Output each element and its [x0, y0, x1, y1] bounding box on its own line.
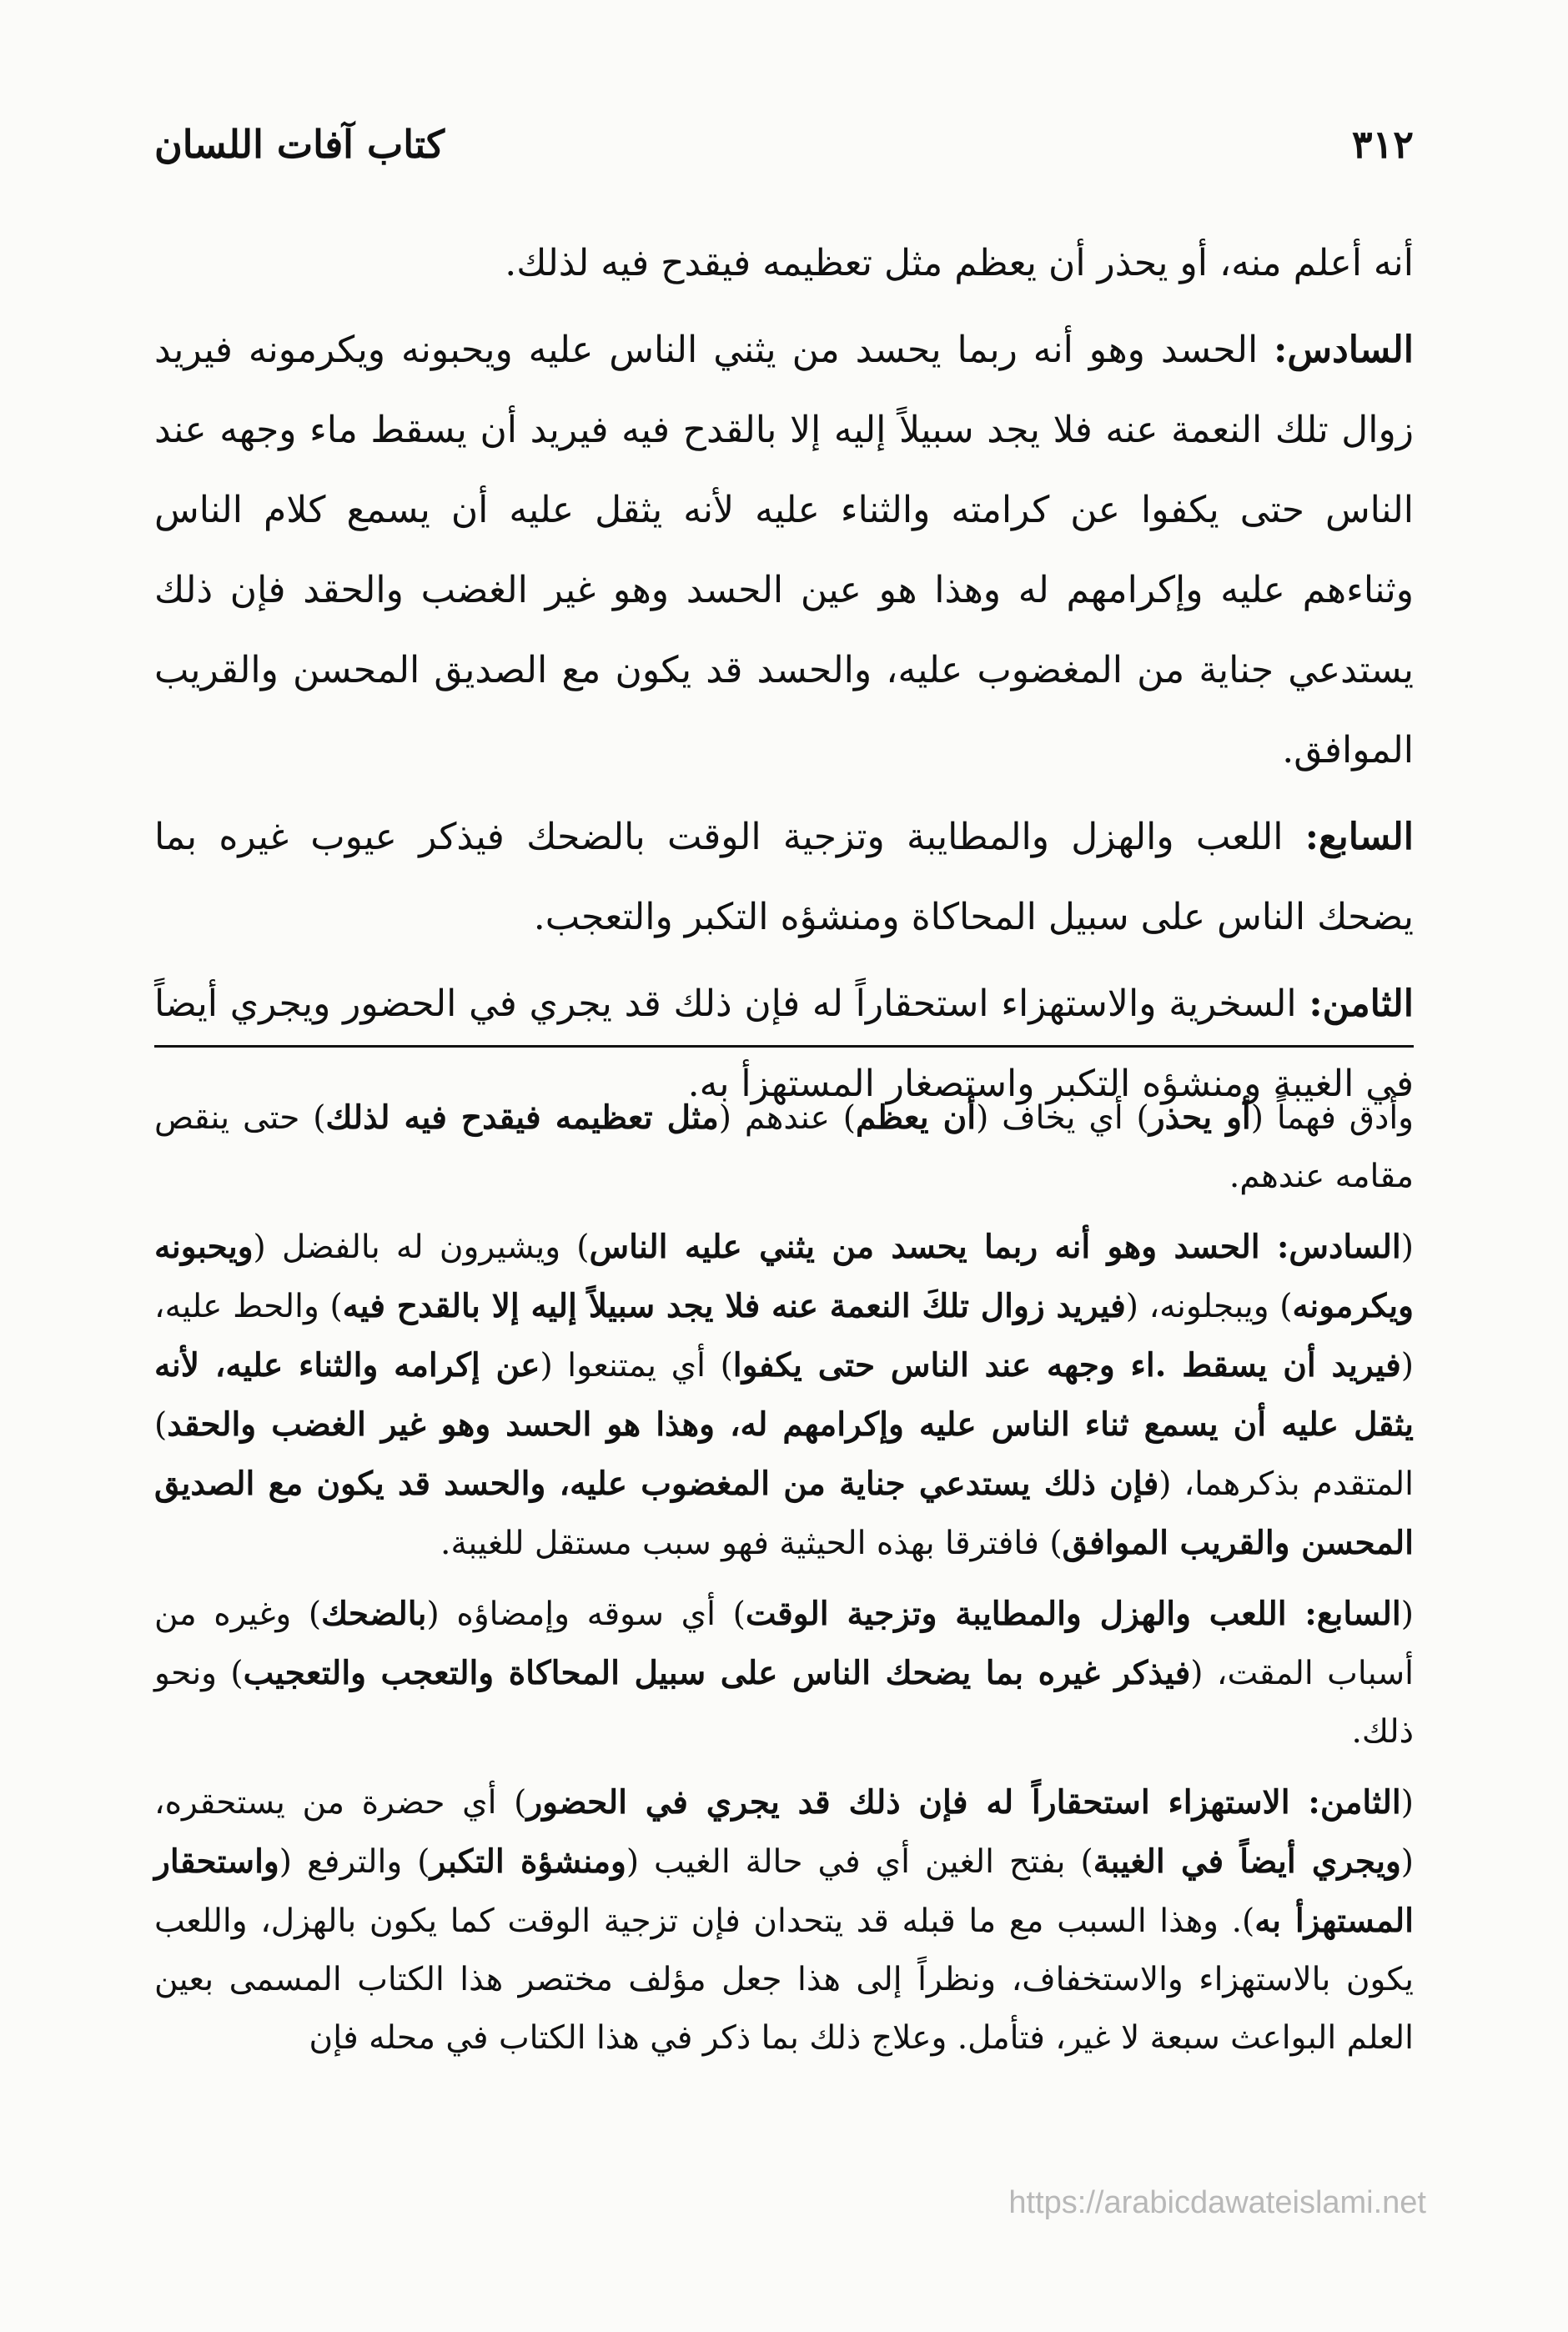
section-label-seventh: السابع:: [1304, 816, 1414, 858]
commentary-text: ) عندهم (: [718, 1099, 856, 1137]
commentary-paragraph-1: [154, 1088, 1414, 1206]
main-paragraph-3: [154, 797, 1414, 957]
commentary-text: ) حتى ينقص مقامه عندهم.: [154, 1099, 1414, 1195]
commentary-text: ) والحط عليه، (: [154, 1288, 1414, 1385]
section-label-eighth: الثامن:: [1309, 983, 1414, 1025]
quoted-text: ويحبونه ويكرمونه: [154, 1228, 1414, 1325]
quoted-text: واستحقار المستهزأ به: [154, 1842, 1414, 1940]
quoted-text: فيريد أن يسقط .اء وجهه عند الناس حتى يكفوا: [732, 1346, 1401, 1385]
commentary-text: ) فافترقا بهذه الحيثية فهو سبب مستقل للغيبة.: [440, 1525, 1063, 1562]
commentary-text: (: [1400, 1229, 1414, 1266]
paragraph-text: الحسد وهو أنه ربما يحسد من يثني الناس عليه ويحبونه ويكرمونه فيريد زوال تلك النعمة عنه فلا يجد سبيلاً إليه إلا بالقدح فيه فيريد أن يسقط ماء وجهه عند الناس حتى يكفوا عن كرامته والثناء عليه لأنه يثقل عليه أن يسمع كلام الناس وثناءهم عليه وإكرامهم له وهذا هو عين الحسد وهو غير الغضب والحقد فإن ذلك يستدعي جناية من المغضوب عليه، والحسد قد يكون مع الصديق المحسن والقريب الموافق.: [154, 329, 1414, 771]
commentary-text: ) المتقدم بذكرهما، (: [154, 1406, 1414, 1503]
quoted-text: فيذكر غيره بما يضحك الناس على سبيل المحاكاة والتعجب والتعجيب: [243, 1654, 1191, 1692]
main-paragraph-2: [154, 310, 1414, 791]
commentary-text: ) ويشيرون له بالفضل (: [253, 1229, 590, 1266]
commentary-text: ) أي حضرة من يستحقره، (: [154, 1784, 1414, 1881]
footnote-divider: [154, 1045, 1414, 1048]
commentary-text: ) وغيره من أسباب المقت، (: [154, 1596, 1415, 1692]
commentary-paragraph-2: [154, 1218, 1414, 1573]
commentary-paragraph-4: [154, 1773, 1414, 2068]
main-paragraph-1: أنه أعلم منه، أو يحذر أن يعظم مثل تعظيمه فيقدح فيه لذلك.: [505, 242, 1414, 284]
running-title: كتاب آفات اللسان: [154, 122, 445, 167]
quoted-text: بالضحك: [321, 1595, 427, 1633]
paragraph-text: السخرية والاستهزاء استحقاراً له فإن ذلك قد يجري في الحضور ويجري أيضاً في الغيبة ومنشؤه التكبر واستصغار المستهزأ به.: [154, 983, 1414, 1105]
commentary-text: ) أي سوقه وإمضاؤه (: [426, 1596, 746, 1633]
quoted-text: أو يحذر: [1148, 1098, 1251, 1137]
quoted-text: ومنشؤة التكبر: [430, 1842, 626, 1881]
watermark-url: https://arabicdawateislami.net: [1008, 2185, 1426, 2220]
commentary: [154, 1088, 1414, 2068]
commentary-text: (: [1400, 1596, 1414, 1633]
commentary-text: ) أي يخاف (: [976, 1099, 1149, 1137]
quoted-text: فيريد زوال تلكَ النعمة عنه فلا يجد سبيلاً إليه إلا بالقدح فيه: [342, 1287, 1126, 1325]
commentary-text: ) بفتح الغين أي في حالة الغيب (: [626, 1843, 1093, 1881]
quoted-text: الثامن: الاستهزاء استحقاراً له فإن ذلك قد يجري في الحضور: [526, 1783, 1401, 1822]
quoted-text: أن يعظم: [855, 1098, 977, 1137]
quoted-text: ويجري أيضاً في الغيبة: [1093, 1842, 1401, 1881]
commentary-text: ) ونحو ذلك.: [154, 1655, 1414, 1751]
commentary-text: ) أي يمتنعوا (: [540, 1347, 733, 1385]
page-header: [154, 115, 1414, 173]
quoted-text: مثل تعظيمه فيقدح فيه لذلك: [325, 1098, 719, 1137]
quoted-text: فإن ذلك يستدعي جناية من المغضوب عليه، والحسد قد يكون مع الصديق المحسن والقريب الموافق: [154, 1465, 1414, 1562]
quoted-text: عن إكرامه والثناء عليه، لأنه يثقل عليه أن يسمع ثناء الناس عليه وإكرامهم له، وهذا هو الحسد وهو غير الغضب والحقد: [154, 1346, 1414, 1444]
page-number: ٣١٢: [1351, 122, 1414, 167]
commentary-text: وأدق فهماً (: [1250, 1099, 1415, 1137]
commentary-text: ). وهذا السبب مع ما قبله قد يتحدان فإن تزجية الوقت كما يكون بالهزل، واللعب يكون بالاستهزاء والاستخفاف، ونظراً إلى هذا جعل مؤلف مختصر هذا الكتاب المسمى بعين العلم البواعث سبعة لا غير، فتأمل. وعلاج ذلك بما ذكر في هذا الكتاب في محله فإن: [154, 1902, 1414, 2057]
quoted-text: السابع: اللعب والهزل والمطايبة وتزجية الوقت: [745, 1595, 1401, 1633]
commentary-paragraph-3: [154, 1585, 1414, 1762]
paragraph-text: اللعب والهزل والمطايبة وتزجية الوقت بالضحك فيذكر عيوب غيره بما يضحك الناس على سبيل المحاكاة ومنشؤه التكبر والتعجب.: [154, 816, 1414, 938]
quoted-text: السادس: الحسد وهو أنه ربما يحسد من يثني عليه الناس: [589, 1228, 1401, 1266]
commentary-text: ) ويبجلونه، (: [1125, 1288, 1293, 1325]
commentary-text: ) والترفع (: [279, 1843, 430, 1881]
commentary-text: (: [1400, 1784, 1414, 1822]
section-label-sixth: السادس:: [1274, 329, 1414, 371]
main-text: [154, 224, 1414, 1124]
